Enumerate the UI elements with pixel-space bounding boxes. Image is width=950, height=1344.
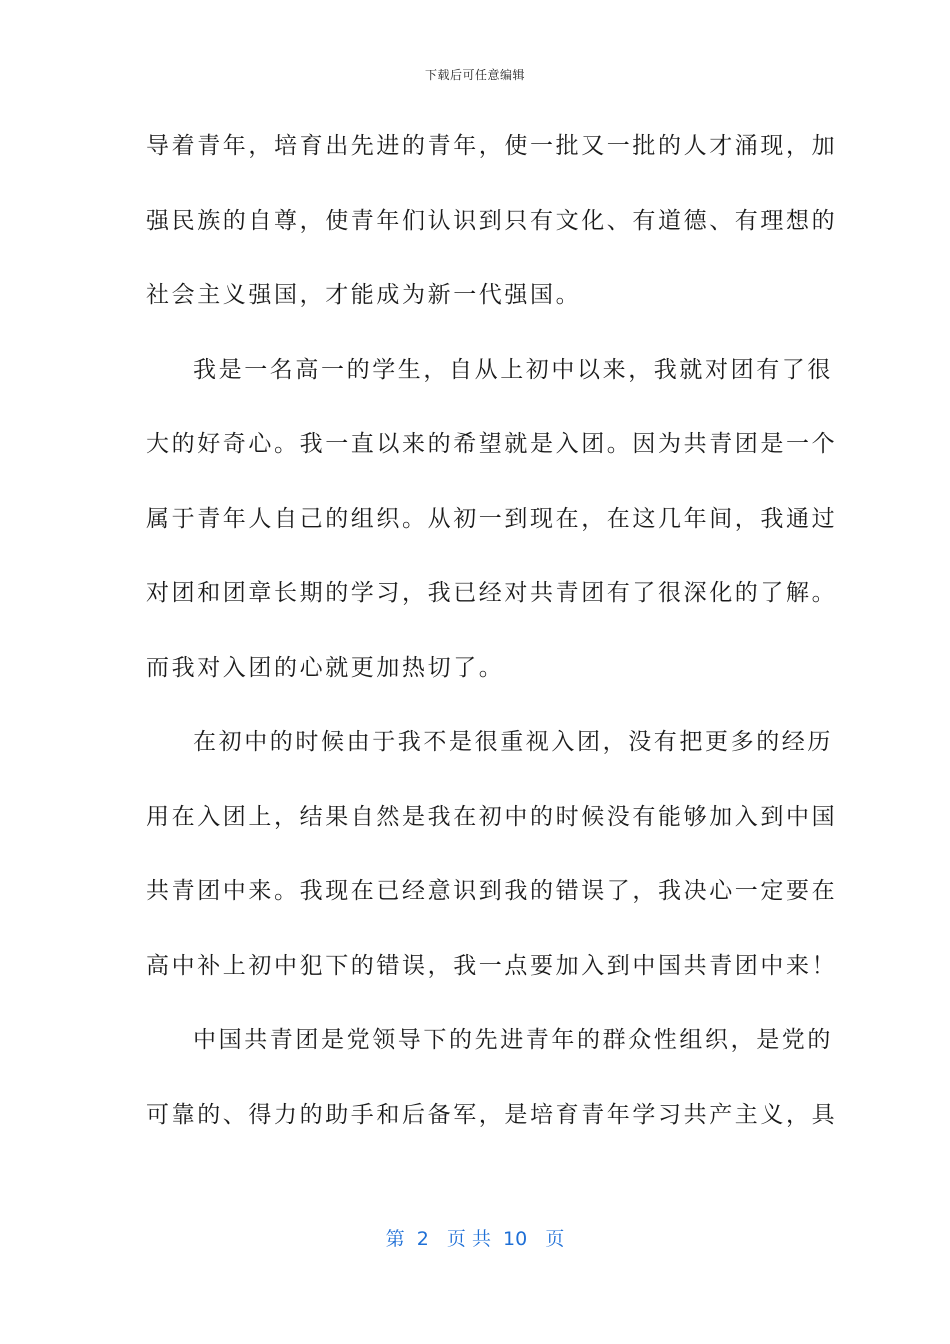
document-body — [146, 116, 838, 1159]
text-line: 用在入团上，结果自然是我在初中的时候没有能够加入到中国 — [146, 803, 838, 830]
page-number-footer: 第 2 页 共 10 页 — [385, 1228, 565, 1250]
paragraph-start-line: 在初中的时候由于我不是很重视入团，没有把更多的经历 — [193, 729, 833, 755]
paragraph-start-line: 中国共青团是党领导下的先进青年的群众性组织，是党的 — [193, 1027, 833, 1053]
text-line: 社会主义强国，才能成为新一代强国。 — [146, 282, 582, 308]
text-line: 大的好奇心。我一直以来的希望就是入团。因为共青团是一个 — [146, 431, 838, 457]
text-line: 共青团中来。我现在已经意识到我的错误了，我决心一定要在 — [146, 878, 838, 904]
text-line: 强民族的自尊，使青年们认识到只有文化、有道德、有理想的 — [146, 207, 838, 234]
text-line: 对团和团章长期的学习，我已经对共青团有了很深化的了解。 — [146, 580, 838, 606]
paragraph-start-line: 我是一名高一的学生，自从上初中以来，我就对团有了很 — [193, 356, 833, 383]
page-header: 下载后可任意编辑 — [424, 68, 525, 82]
text-line: 可靠的、得力的助手和后备军，是培育青年学习共产主义，具 — [146, 1101, 838, 1128]
text-line: 导着青年，培育出先进的青年，使一批又一批的人才涌现，加 — [146, 133, 838, 159]
text-line: 高中补上初中犯下的错误，我一点要加入到中国共青团中来！ — [146, 952, 838, 979]
text-line: 属于青年人自己的组织。从初一到现在，在这几年间，我通过 — [146, 505, 838, 532]
text-line: 而我对入团的心就更加热切了。 — [146, 654, 505, 681]
